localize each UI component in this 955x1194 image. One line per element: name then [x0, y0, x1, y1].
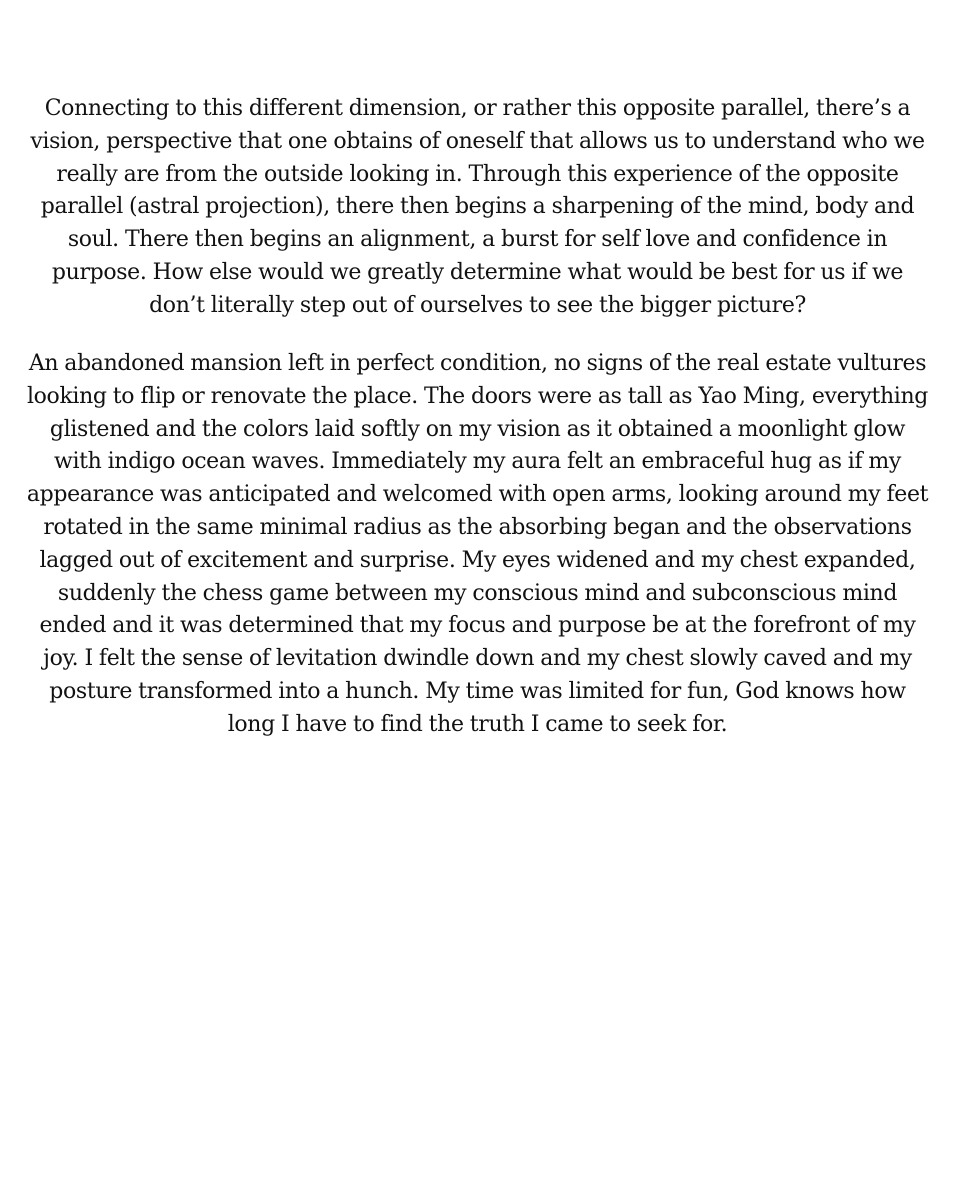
paragraph-line: posture transformed into a hunch. My time was limited for fun, God knows how: [49, 678, 906, 704]
paragraph-line: ended and it was determined that my focus and purpose be at the forefront of my: [39, 613, 916, 639]
paragraph-line: with indigo ocean waves. Immediately my aura felt an embraceful hug as if my: [54, 449, 901, 475]
paragraph-line: vision, perspective that one obtains of oneself that allows us to understand who we: [30, 128, 925, 154]
paragraph-line: don’t literally step out of ourselves to see the bigger picture?: [149, 292, 806, 318]
paragraph-line: joy. I felt the sense of levitation dwindle down and my chest slowly caved and my: [43, 646, 912, 672]
paragraph-line: parallel (astral projection), there then begins a sharpening of the mind, body and: [40, 194, 915, 220]
paragraph-line: appearance was anticipated and welcomed with open arms, looking around my feet: [26, 482, 929, 508]
paragraph-line: looking to flip or renovate the place. The doors were as tall as Yao Ming, everything: [26, 383, 929, 409]
paragraph-astral-projection: [14, 93, 941, 323]
paragraph-line: Connecting to this different dimension, or rather this opposite parallel, there’s a: [44, 96, 911, 121]
paragraph-line: soul. There then begins an alignment, a burst for self love and confidence in: [67, 227, 888, 253]
paragraph-line: rotated in the same minimal radius as the absorbing began and the observations: [43, 514, 912, 540]
paragraph-line: purpose. How else would we greatly determine what would be best for us if we: [51, 259, 904, 285]
paragraph-line: long I have to find the truth I came to seek for.: [227, 711, 728, 737]
paragraph-line: really are from the outside looking in. Through this experience of the opposite: [56, 161, 899, 187]
paragraph-line: suddenly the chess game between my conscious mind and subconscious mind: [57, 580, 898, 606]
paragraph-abandoned-mansion: [14, 348, 941, 742]
paragraph-line: An abandoned mansion left in perfect condition, no signs of the real estate vultures: [28, 351, 927, 376]
paragraph-line: lagged out of excitement and surprise. My eyes widened and my chest expanded,: [39, 547, 916, 573]
paragraph-line: glistened and the colors laid softly on my vision as it obtained a moonlight glow: [49, 416, 906, 442]
